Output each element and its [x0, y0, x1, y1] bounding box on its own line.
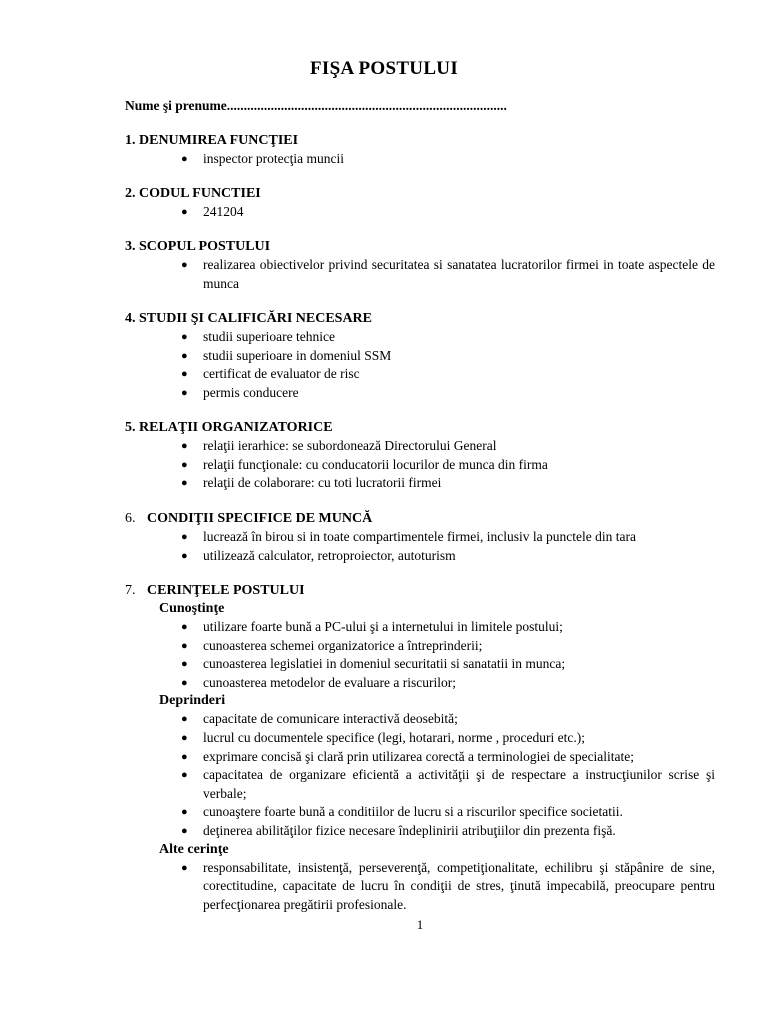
bullet-icon: ● [181, 153, 188, 165]
bullet-icon: ● [181, 206, 188, 218]
bullet-icon: ● [181, 824, 188, 837]
bullet-icon: ● [181, 331, 188, 343]
page-title: FIŞA POSTULUI [309, 58, 459, 79]
bullet-icon: ● [181, 386, 188, 399]
bullet-icon: ● [181, 713, 188, 726]
list-item: ● cunoasterea legislatiei in domeniul securitatii si sanatatii in munca; [125, 655, 715, 674]
list-item: ● capacitate de comunicare interactivă deosebită; [125, 710, 715, 729]
list-item: ● studii superioare tehnice [125, 328, 715, 347]
list-item: ● realizarea obiectivelor privind securitatea si sanatatea lucratorilor firmei in toate aspectele de munca [181, 257, 715, 291]
bullet-icon: ● [181, 458, 188, 471]
section-heading: 4. STUDII ŞI CALIFICĂRI NECESARE [125, 311, 373, 326]
section-heading: 3. SCOPUL POSTULUI [125, 239, 271, 254]
section-relatii-organizatorice [125, 419, 715, 493]
bullet-icon: ● [181, 440, 188, 452]
list-item: ● certificat de evaluator de risc [125, 365, 715, 384]
section-codul-functiei [125, 185, 715, 222]
bullet-icon: ● [181, 806, 188, 819]
section-heading: 5. RELAŢII ORGANIZATORICE [125, 420, 333, 435]
bullet-icon: ● [181, 477, 188, 490]
section-denumirea-functiei [125, 132, 715, 169]
bullet-icon: ● [181, 658, 188, 671]
section-heading: 6. CONDIŢII SPECIFICE DE MUNCĂ [125, 511, 373, 526]
bullet-icon: ● [181, 349, 188, 362]
list-item: ● utilizează calculator, retroproiector, autoturism [125, 547, 715, 566]
list-item: ● relaţii de colaborare: cu toti lucratorii firmei [125, 474, 715, 493]
list-item: ● relaţii ierarhice: se subordonează Directorului General [125, 437, 715, 456]
page-number: 1 [416, 917, 424, 932]
subheading-cunostinte: Cunoştinţe [159, 601, 225, 616]
bullet-icon: ● [181, 259, 188, 271]
bullet-icon: ● [181, 731, 188, 744]
list-item: ● inspector protecţia muncii [125, 150, 715, 169]
section-conditii-specifice [125, 510, 715, 565]
list-item: ● relaţii funcţionale: cu conducatorii locurilor de munca din firma [125, 456, 715, 475]
list-item: ● exprimare concisă şi clară prin utilizarea corectă a terminologiei de specialitate; [125, 748, 715, 767]
section-scopul-postului [125, 238, 715, 293]
bullet-icon: ● [181, 368, 188, 381]
list-item: ● lucrul cu documentele specifice (legi, hotarari, norme , proceduri etc.); [125, 729, 715, 748]
list-item: ● responsabilitate, insistenţă, perseverenţă, competiţionalitate, echilibru şi stăpânire de sine, corectitudine, capacitate de lucru în condiţii de stres, ţinută impecabilă, preocupare pentru perfecţionarea pregătirii profesionale. [181, 859, 715, 912]
deprinderi-list [125, 710, 715, 840]
name-field-line: Nume şi prenume................................................................................... [125, 98, 507, 113]
bullet-icon: ● [181, 531, 188, 543]
list-item: ● utilizare foarte bună a PC-ului şi a internetului in limitele postului; [125, 618, 715, 637]
section-studii-calificari [125, 310, 715, 402]
list-item: ● capacitatea de organizare eficientă a activităţii şi de respectare a instrucţiunilor scrise şi verbale; [181, 767, 715, 801]
list-item: ● 241204 [125, 203, 715, 222]
list-item: ● cunoasterea metodelor de evaluare a riscurilor; [125, 674, 715, 693]
bullet-icon: ● [181, 750, 188, 763]
section-heading: 2. CODUL FUNCTIEI [125, 186, 261, 201]
subheading-deprinderi: Deprinderi [159, 693, 226, 709]
subheading-alte-cerinte: Alte cerinţe [159, 841, 229, 857]
list-item: ● cunoaştere foarte bună a conditiilor de lucru si a riscurilor specifice societatii. [125, 803, 715, 822]
section-heading: 1. DENUMIREA FUNCŢIEI [125, 133, 299, 148]
list-item: ● lucrează în birou si in toate compartimentele firmei, inclusiv la punctele din tara [125, 528, 715, 547]
list-item: ● cunoasterea schemei organizatorice a întreprinderii; [125, 637, 715, 656]
bullet-icon: ● [181, 676, 188, 689]
section-heading: 7. CERINŢELE POSTULUI [125, 583, 305, 598]
cunostinte-list [125, 618, 715, 692]
bullet-icon: ● [181, 621, 188, 633]
alte-cerinte-list [125, 859, 715, 915]
list-item: ● permis conducere [125, 384, 715, 403]
section-cerintele-postului [125, 582, 715, 914]
bullet-icon: ● [181, 639, 188, 652]
bullet-icon: ● [181, 549, 188, 562]
list-item: ● deţinerea abilităţilor fizice necesare îndeplinirii atribuţiilor din prezenta fişă. [125, 822, 715, 841]
bullet-icon: ● [181, 861, 188, 874]
list-item: ● studii superioare in domeniul SSM [125, 347, 715, 366]
bullet-icon: ● [181, 769, 188, 782]
